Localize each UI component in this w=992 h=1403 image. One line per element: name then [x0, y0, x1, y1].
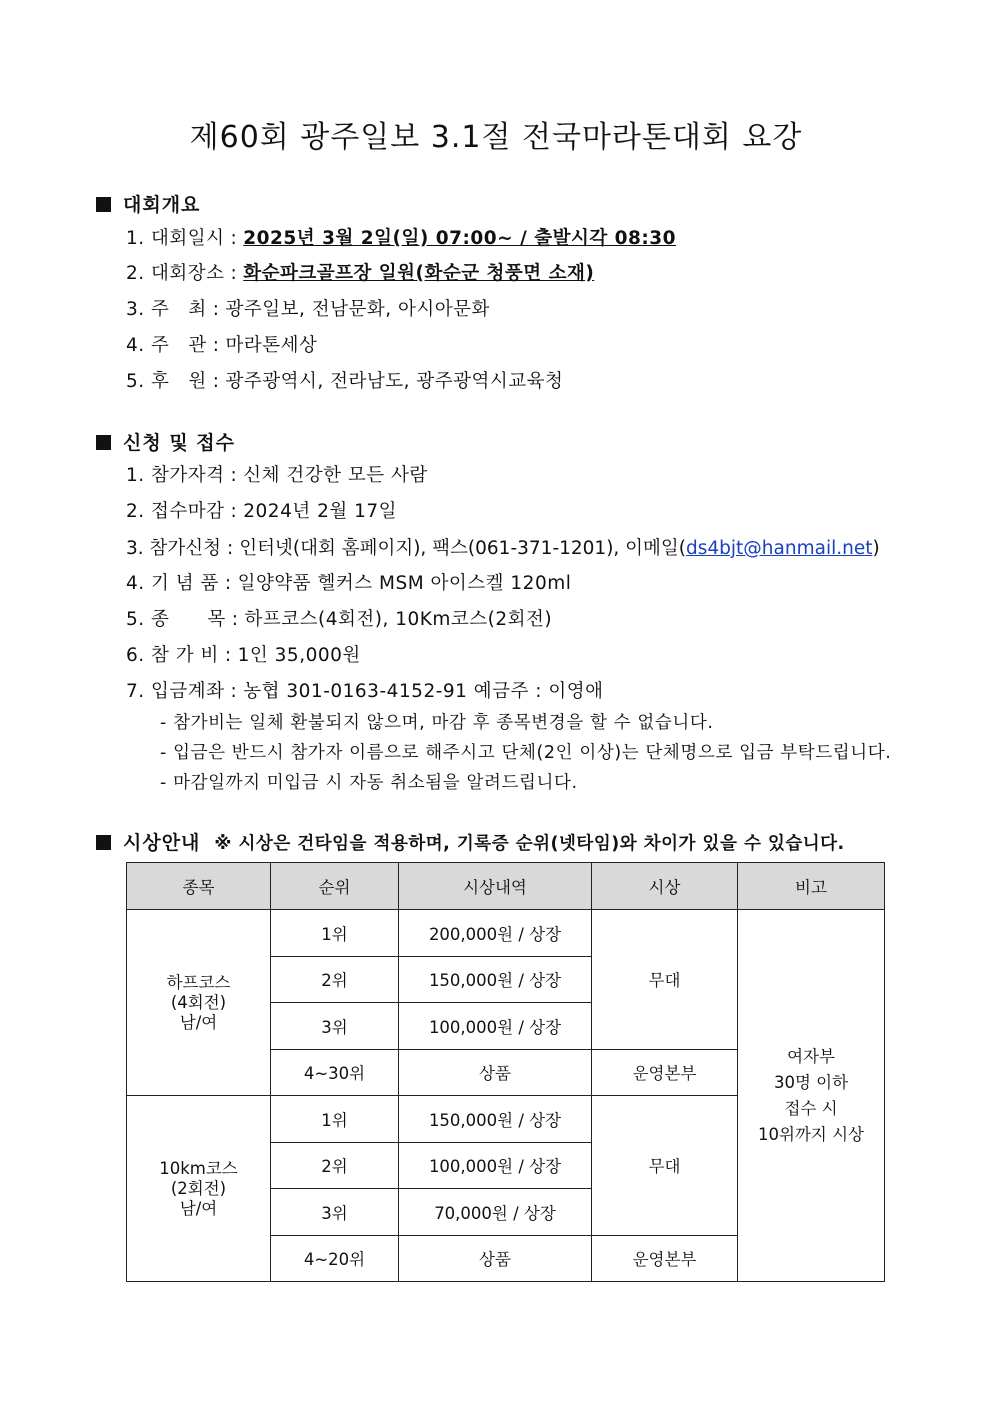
awards-table — [126, 862, 885, 1282]
prize-cell: 200,000원 / 상장 — [399, 910, 592, 957]
overview-item-organizer: 4. 주 관 : 마라톤세상 — [126, 335, 318, 356]
section-overview-heading: 대회개요 — [96, 190, 200, 217]
rank-cell: 4~30위 — [271, 1049, 399, 1096]
rank-cell: 1위 — [271, 1096, 399, 1143]
rank-cell: 2위 — [271, 1142, 399, 1189]
rank-cell: 3위 — [271, 1003, 399, 1050]
square-bullet-icon — [96, 835, 111, 850]
square-bullet-icon — [96, 435, 111, 450]
application-item-souvenir: 4. 기 념 품 : 일양약품 헬커스 MSM 아이스켈 120ml — [126, 573, 572, 594]
rank-cell: 4~20위 — [271, 1235, 399, 1282]
rank-cell: 2위 — [271, 956, 399, 1003]
column-header: 비고 — [738, 863, 885, 910]
prize-cell: 상품 — [399, 1049, 592, 1096]
column-header: 시상 — [592, 863, 738, 910]
prize-cell: 100,000원 / 상장 — [399, 1003, 592, 1050]
application-item-fee: 6. 참 가 비 : 1인 35,000원 — [126, 645, 361, 666]
remark-cell: 여자부 30명 이하 접수 시 10위까지 시상 — [738, 910, 885, 1282]
venue-cell: 운영본부 — [592, 1049, 738, 1096]
column-header: 순위 — [271, 863, 399, 910]
section-awards-heading: 시상안내 ※ 시상은 건타임을 적용하며, 기록증 순위(넷타임)와 차이가 있을 수 있습니다. — [96, 828, 845, 855]
application-note: - 마감일까지 미입금 시 자동 취소됨을 알려드립니다. — [160, 773, 578, 793]
section-application-heading: 신청 및 접수 — [96, 428, 235, 455]
prize-cell: 150,000원 / 상장 — [399, 1096, 592, 1143]
email-link[interactable]: ds4bjt@hanmail.net — [686, 538, 873, 559]
application-item-eligibility: 1. 참가자격 : 신체 건강한 모든 사람 — [126, 465, 428, 486]
rank-cell: 3위 — [271, 1189, 399, 1236]
application-note: - 참가비는 일체 환불되지 않으며, 마감 후 종목변경을 할 수 없습니다. — [160, 713, 714, 733]
awards-note: ※ 시상은 건타임을 적용하며, 기록증 순위(넷타임)와 차이가 있을 수 있습니다. — [214, 834, 845, 854]
application-item-events: 5. 종 목 : 하프코스(4회전), 10Km코스(2회전) — [126, 609, 553, 630]
page-title: 제60회 광주일보 3.1절 전국마라톤대회 요강 — [189, 120, 803, 155]
application-note: - 입금은 반드시 참가자 이름으로 해주시고 단체(2인 이상)는 단체명으로 입금 부탁드립니다. — [160, 743, 892, 763]
venue-cell: 무대 — [592, 910, 738, 1050]
table-header-row — [127, 863, 885, 910]
venue-cell: 운영본부 — [592, 1235, 738, 1282]
prize-cell: 100,000원 / 상장 — [399, 1142, 592, 1189]
square-bullet-icon — [96, 197, 111, 212]
prize-cell: 70,000원 / 상장 — [399, 1189, 592, 1236]
column-header: 시상내역 — [399, 863, 592, 910]
event-cell-half: 하프코스 (4회전) 남/여 — [127, 910, 271, 1096]
application-item-method: 3. 참가신청 : 인터넷(대회 홈페이지), 팩스(061-371-1201), 이메일(ds4bjt@hanmail.net) — [126, 538, 880, 559]
overview-item-venue: 2. 대회장소 : 화순파크골프장 일원(화순군 청풍면 소재) — [126, 263, 595, 284]
overview-item-date: 1. 대회일시 : 2025년 3월 2일(일) 07:00~ / 출발시각 08:30 — [126, 228, 677, 249]
overview-item-sponsor: 5. 후 원 : 광주광역시, 전라남도, 광주광역시교육청 — [126, 371, 564, 392]
venue-cell: 무대 — [592, 1096, 738, 1236]
rank-cell: 1위 — [271, 910, 399, 957]
prize-cell: 150,000원 / 상장 — [399, 956, 592, 1003]
overview-item-host: 3. 주 최 : 광주일보, 전남문화, 아시아문화 — [126, 299, 490, 320]
column-header: 종목 — [127, 863, 271, 910]
prize-cell: 상품 — [399, 1235, 592, 1282]
table-row — [127, 910, 885, 957]
application-item-account: 7. 입금계좌 : 농협 301-0163-4152-91 예금주 : 이영애 — [126, 681, 604, 702]
event-cell-10k: 10km코스 (2회전) 남/여 — [127, 1096, 271, 1282]
application-item-deadline: 2. 접수마감 : 2024년 2월 17일 — [126, 501, 398, 522]
